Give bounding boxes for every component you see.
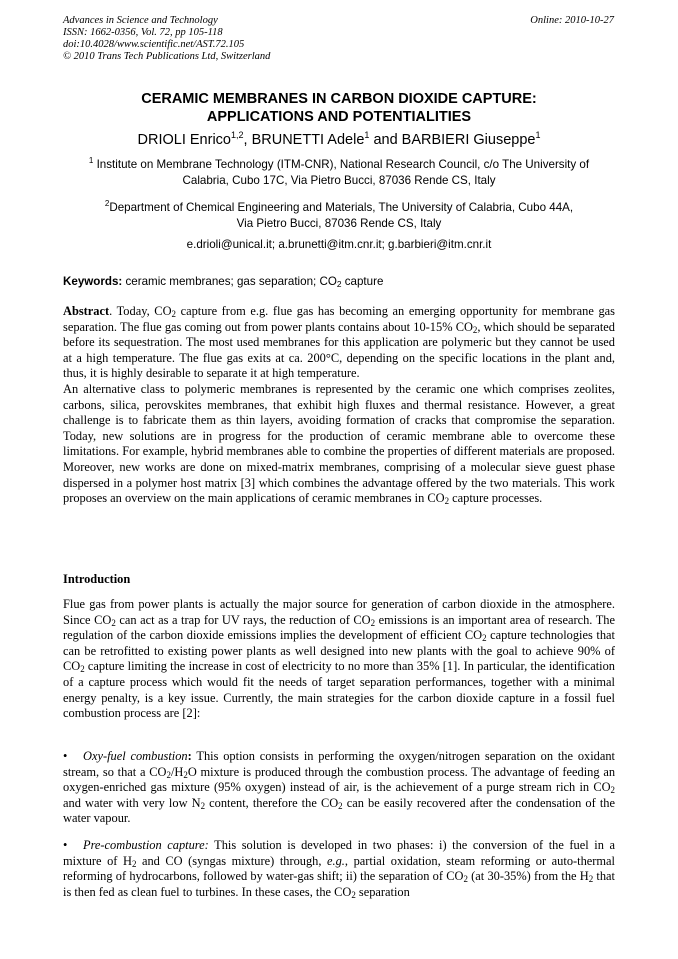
subscript: 2: [80, 664, 85, 675]
subscript: 2: [610, 785, 615, 796]
bullet-title: Oxy-fuel combustion: [83, 749, 188, 763]
subscript: 2: [463, 874, 468, 885]
affiliation-marker: 1,2: [231, 130, 244, 140]
author-name: BRUNETTI Adele: [251, 132, 365, 148]
keywords-label: Keywords:: [63, 275, 123, 288]
abstract: [63, 304, 615, 507]
abstract-text: An alternative class to polymeric membranes is represented by the ceramic one which comprises zeolites, carbons, silica, perovskites membranes, that exhibit high fluxes and thermal resistance. However, a great challenge is to fabricate them as thin layers, avoiding formation of cracks that compromise the separation. Today, new solutions are in progress for the production of ceramic membrane able to overcome these limitations. For example, hybrid membranes able to combine the properties of different materials are proposed. Moreover, new works are done on mixed-matrix membranes, comprising of a molecular sieve guest phase dispersed in a polymer host matrix [3] which combines the advantage offered by the two materials. This work proposes an overview on the main applications of ceramic membranes in CO: [63, 381, 615, 506]
subscript: 2: [351, 890, 356, 900]
affiliation-number: 1: [88, 156, 94, 165]
bullet-text: This solution is developed in two phases: i) the conversion of the fuel in a mixture of H: [63, 838, 615, 868]
keywords: [63, 275, 615, 289]
keywords-text: capture: [341, 275, 384, 288]
intro-text: can act as a trap for UV rays, the reduction of CO: [115, 612, 371, 627]
bullet-oxy-fuel-combustion: [63, 749, 615, 827]
subscript: 2: [131, 858, 137, 869]
affiliation-2-line-1: [63, 200, 615, 216]
affiliation-marker: 1: [364, 130, 370, 140]
subscript: 2: [183, 769, 188, 780]
affiliation-number: 2: [104, 199, 110, 208]
journal-copyright: © 2010 Trans Tech Publications Ltd, Switzerland: [63, 51, 271, 62]
affiliation-marker: 1: [535, 130, 541, 140]
abstract-text: , which should be separated before its sequestration. The most used membranes for this application are polymeric but they cannot be used at a high temperature. The flue gas exits at ca. 200°C, depending on the specific locations in the plant and, thus, it is highly desirable to separate it at high temperature.: [63, 319, 615, 381]
author-separator: and: [369, 132, 402, 148]
subscript: 2: [111, 617, 116, 628]
bullet-text: , partial oxidation, steam reforming or auto-thermal reforming of hydrocarbons, followed by water-gas shift; ii) the separation of CO: [63, 853, 615, 884]
subscript: 2: [336, 279, 342, 290]
bullet-icon: •: [63, 838, 68, 852]
intro-text: capture limiting the increase in cost of electricity to no more than 35% [1]. In particular, the identification of a capture process which would fit the needs of target separation performances, together with a minimal energy penalty, is a key issue. Currently, the main strategies for the carbon dioxide capture in a fossil fuel combustion process are [2]:: [63, 659, 615, 721]
title-line-2: APPLICATIONS AND POTENTIALITIES: [206, 109, 472, 125]
affiliation-1-line-1: [63, 157, 615, 173]
journal-header: [63, 15, 270, 63]
bullet-text-italic: e.g.: [327, 853, 345, 868]
online-date: Online: 2010-10-27: [530, 15, 614, 26]
intro-text: emissions is an important area of research. The regulation of the carbon dioxide emissions implies the development of efficient CO: [63, 612, 615, 643]
bullet-text: (at 30-35%) from the H: [467, 869, 589, 884]
affiliation-2-line-2: Via Pietro Bucci, 87036 Rende CS, Italy: [236, 217, 442, 230]
abstract-text: capture from e.g. flue gas has becoming an emerging opportunity for membrane gas separation. The flue gas coming out from power plants contains about 10-15% CO: [63, 304, 615, 334]
author-list: [63, 130, 615, 150]
affiliation-1: [63, 157, 615, 189]
bullet-icon: •: [63, 749, 68, 763]
subscript: 2: [482, 633, 487, 644]
subscript: 2: [472, 324, 478, 335]
keywords-text: ceramic membranes; gas separation; CO: [122, 275, 337, 288]
bullet-text: and water with very low N: [63, 795, 201, 810]
bullet-text: can be easily recovered after the condensation of the water vapour.: [63, 795, 615, 826]
affiliation-1-line-2: Calabria, Cubo 17C, Via Pietro Bucci, 87036 Rende CS, Italy: [182, 174, 496, 187]
intro-text: Flue gas from power plants is actually the major source for generation of carbon dioxide in the atmosphere. Since CO: [63, 597, 615, 627]
section-heading-introduction: Introduction: [63, 572, 131, 586]
bullet-text: that is then fed as clean fuel to turbines. In these cases, the CO: [63, 869, 615, 899]
bullet-text: and CO (syngas mixture) through,: [136, 853, 328, 868]
subscript: 2: [338, 801, 343, 811]
subscript: 2: [588, 874, 594, 885]
journal-name: Advances in Science and Technology: [63, 15, 218, 26]
author-name: DRIOLI Enrico: [137, 132, 231, 148]
abstract-paragraph-2: [63, 382, 615, 507]
affiliation-text: Institute on Membrane Technology (ITM-CNR), National Research Council, c/o The University of: [93, 158, 590, 171]
author-name: BARBIERI Giuseppe: [401, 132, 536, 148]
subscript: 2: [171, 309, 176, 320]
affiliation-2: [63, 200, 615, 232]
bullet-text: /H: [170, 764, 184, 779]
subscript: 2: [444, 496, 450, 507]
bullet-text: O mixture is produced through the combustion process. The advantage of feeding an oxygen-enriched gas mixture (95% oxygen) instead of air, is the achievement of a purge stream rich in CO: [63, 764, 616, 795]
abstract-text: . Today, CO: [109, 304, 172, 318]
bullet-title: Pre-combustion capture:: [83, 838, 209, 852]
subscript: 2: [166, 769, 171, 780]
author-separator: ,: [243, 132, 252, 148]
subscript: 2: [370, 617, 376, 628]
bullet-text: content, therefore the CO: [205, 795, 339, 810]
title-line-1: CERAMIC MEMBRANES IN CARBON DIOXIDE CAPTURE:: [141, 91, 537, 107]
journal-issn: ISSN: 1662-0356, Vol. 72, pp 105-118: [63, 27, 223, 38]
abstract-label: Abstract: [63, 304, 110, 318]
journal-doi[interactable]: doi:10.4028/www.scientific.net/AST.72.105: [63, 39, 245, 50]
subscript: 2: [200, 801, 206, 811]
author-emails[interactable]: e.drioli@unical.it; a.brunetti@itm.cnr.it; g.barbieri@itm.cnr.it: [186, 238, 492, 251]
abstract-text: capture processes.: [449, 491, 543, 506]
bullet-text: separation: [355, 884, 410, 899]
abstract-paragraph-1: [63, 304, 615, 382]
introduction-paragraph: [63, 597, 615, 722]
bullet-pre-combustion-capture: [63, 838, 615, 900]
bullet-text: This option consists in performing the oxygen/nitrogen separation on the oxidant stream, so that a CO: [63, 749, 615, 779]
affiliation-text: Department of Chemical Engineering and Materials, The University of Calabria, Cubo 44A,: [109, 201, 574, 214]
bullet-colon: :: [187, 749, 192, 763]
paper-title: [63, 90, 615, 126]
intro-text: capture technologies that can be retrofitted to existing power plants as well designed into new plants with the goal to achieve 90% of CO: [63, 628, 615, 674]
